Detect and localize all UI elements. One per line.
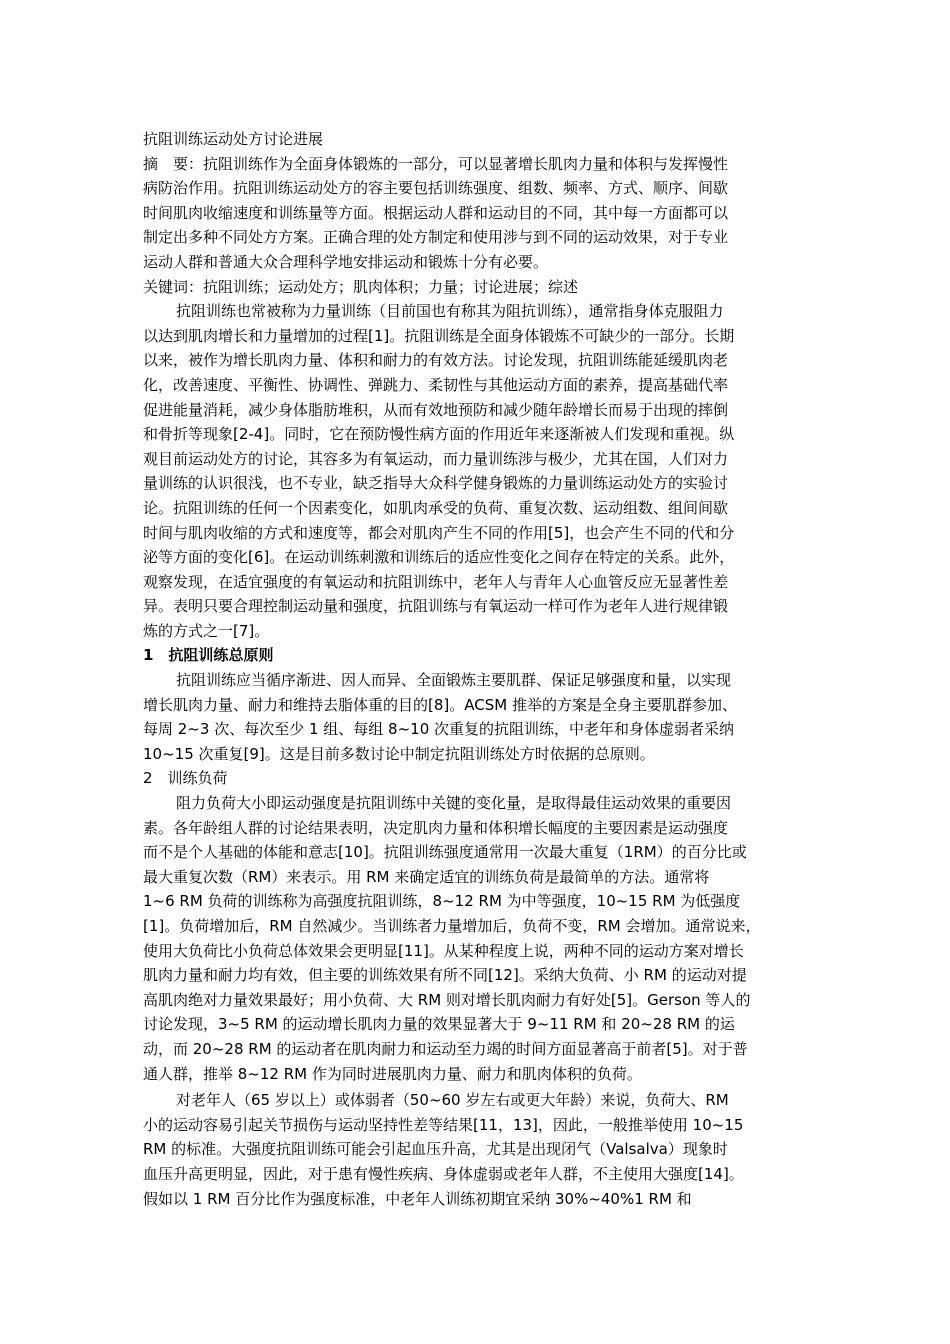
text-line: 假如以 1 RM 百分比作为强度标准，中老年人训练初期宜采纳 30%~40%1 RM 和: [143, 1189, 692, 1208]
text-line: 以来，被作为增长肌肉力量、体积和耐力的有效方法。讨论发现，抗阻训练能延缓肌肉老: [143, 351, 729, 370]
text-line: 阻力负荷大小即运动强度是抗阻训练中关键的变化量，是取得最佳运动效果的重要因: [176, 794, 732, 813]
text-line: 增长肌肉力量、耐力和维持去脂体重的目的[8]。ACSM 推举的方案是全身主要肌群参加、: [143, 695, 737, 714]
text-line: 制定出多种不同处方方案。正确合理的处方制定和使用涉与到不同的运动效果，对于专业: [143, 228, 729, 247]
text-line: 通人群，推举 8~12 RM 作为同时进展肌肉力量、耐力和肌肉体积的负荷。: [143, 1064, 642, 1083]
text-line: 每周 2~3 次、每次至少 1 组、每组 8~10 次重复的抗阻训练，中老年和身体虚弱者采纳: [143, 720, 735, 739]
text-line: 以达到肌肉增长和力量增加的过程[1]。抗阻训练是全面身体锻炼不可缺少的一部分。长期: [143, 326, 735, 345]
text-line: 关键词：抗阻训练；运动处方；肌肉体积；力量；讨论进展；综述: [143, 277, 579, 296]
document-page: [143, 127, 813, 1211]
text-line: 观目前运动处方的讨论，其容多为有氧运动，而力量训练涉与极少，尤其在国，人们对力: [143, 449, 729, 468]
text-line: 观察发现，在适宜强度的有氧运动和抗阻训练中，老年人与青年人心血管反应无显著性差: [143, 572, 729, 591]
text-line: [1]。负荷增加后，RM 自然减少。当训练者力量增加后，负荷不变，RM 会增加。通常说来，: [143, 917, 761, 935]
text-line: 时间肌肉收缩速度和训练量等方面。根据运动人群和运动目的不同，其中每一方面都可以: [143, 203, 729, 222]
text-line: 对老年人（65 岁以上）或体弱者（50~60 岁左右或更大年龄）来说，负荷大、RM: [176, 1091, 729, 1110]
text-line: 论。抗阻训练的任何一个因素变化，如肌肉承受的负荷、重复次数、运动组数、组间间歇: [143, 498, 729, 517]
text-line: 和骨折等现象[2-4]。同时，它在预防慢性病方面的作用近年来逐渐被人们发现和重视。纵: [143, 425, 735, 444]
text-line: 炼的方式之一[7]。: [143, 621, 270, 640]
text-line: 运动人群和普通大众合理科学地安排运动和锻炼十分有必要。: [143, 252, 549, 271]
text-line: 泌等方面的变化[6]。在运动训练刺激和训练后的适应性变化之间存在特定的关系。此外，: [143, 548, 735, 567]
text-line: 化，改善速度、平衡性、协调性、弹跳力、柔韧性与其他运动方面的素养，提高基础代率: [143, 375, 729, 394]
text-line: 10~15 次重复[9]。这是目前多数讨论中制定抗阻训练处方时依据的总原则。: [143, 744, 655, 763]
text-line: 素。各年龄组人群的讨论结果表明，决定肌肉力量和体积增长幅度的主要因素是运动强度: [143, 818, 729, 837]
text-line: 高肌肉绝对力量效果最好；用小负荷、大 RM 则对增长肌肉耐力有好处[5]。Gerson 等人的: [143, 990, 751, 1009]
document-title: 抗阻训练运动处方讨论进展: [143, 130, 324, 148]
text-line: 血压升高更明显，因此，对于患有慢性疾病、身体虚弱或老年人群，不主使用大强度[14]。: [143, 1164, 744, 1183]
text-line: 时间与肌肉收缩的方式和速度等，都会对肌肉产生不同的作用[5]，也会产生不同的代和分: [143, 523, 735, 542]
text-line: 量训练的认识很浅，也不专业，缺乏指导大众科学健身锻炼的力量训练运动处方的实验讨: [143, 474, 729, 493]
text-line: 肌肉力量和耐力均有效，但主要的训练效果有所不同[12]。采纳大负荷、小 RM 的运动对提: [143, 966, 747, 985]
text-line: 而不是个人基础的体能和意志[10]。抗阻训练强度通常用一次最大重复（1RM）的百分比或: [143, 843, 747, 862]
text-line: 促进能量消耗，减少身体脂肪堆积，从而有效地预防和减少随年龄增长而易于出现的摔倒: [143, 400, 729, 419]
text-line: 动，而 20~28 RM 的运动者在肌肉耐力和运动至力竭的时间方面显著高于前者[5]。对于普: [143, 1039, 748, 1058]
text-line: 病防治作用。抗阻训练运动处方的容主要包括训练强度、组数、频率、方式、顺序、间歇: [143, 179, 729, 198]
text-line: 抗阻训练应当循序渐进、因人而异、全面锻炼主要肌群、保证足够强度和量，以实现: [176, 671, 732, 690]
text-line: 摘 要：抗阻训练作为全面身体锻炼的一部分，可以显著增长肌肉力量和体积与发挥慢性: [143, 154, 729, 173]
section-heading: 1 抗阻训练总原则: [143, 646, 274, 665]
text-line: 异。表明只要合理控制运动量和强度，抗阻训练与有氧运动一样可作为老年人进行规律锻: [143, 597, 729, 616]
text-line: 最大重复次数（RM）来表示。用 RM 来确定适宜的训练负荷是最简单的方法。通常将: [143, 867, 710, 886]
text-line: 抗阻训练也常被称为力量训练（目前国也有称其为阻抗训练），通常指身体克服阻力: [176, 302, 724, 321]
text-line: RM 的标准。大强度抗阻训练可能会引起血压升高，尤其是出现闭气（Valsalva）现象时: [143, 1140, 728, 1159]
text-line: 2 训练负荷: [143, 769, 228, 788]
text-line: 1~6 RM 负荷的训练称为高强度抗阻训练，8~12 RM 为中等强度，10~15 RM 为低强度: [143, 892, 741, 911]
text-line: 使用大负荷比小负荷总体效果会更明显[11]。从某种程度上说，两种不同的运动方案对增长: [143, 941, 744, 960]
text-line: 小的运动容易引起关节损伤与运动坚持性差等结果[11，13]，因此，一般推举使用 10~15: [143, 1115, 744, 1134]
text-line: 讨论发现，3~5 RM 的运动增长肌肉力量的效果显著大于 9~11 RM 和 20~28 RM 的运: [143, 1015, 735, 1034]
